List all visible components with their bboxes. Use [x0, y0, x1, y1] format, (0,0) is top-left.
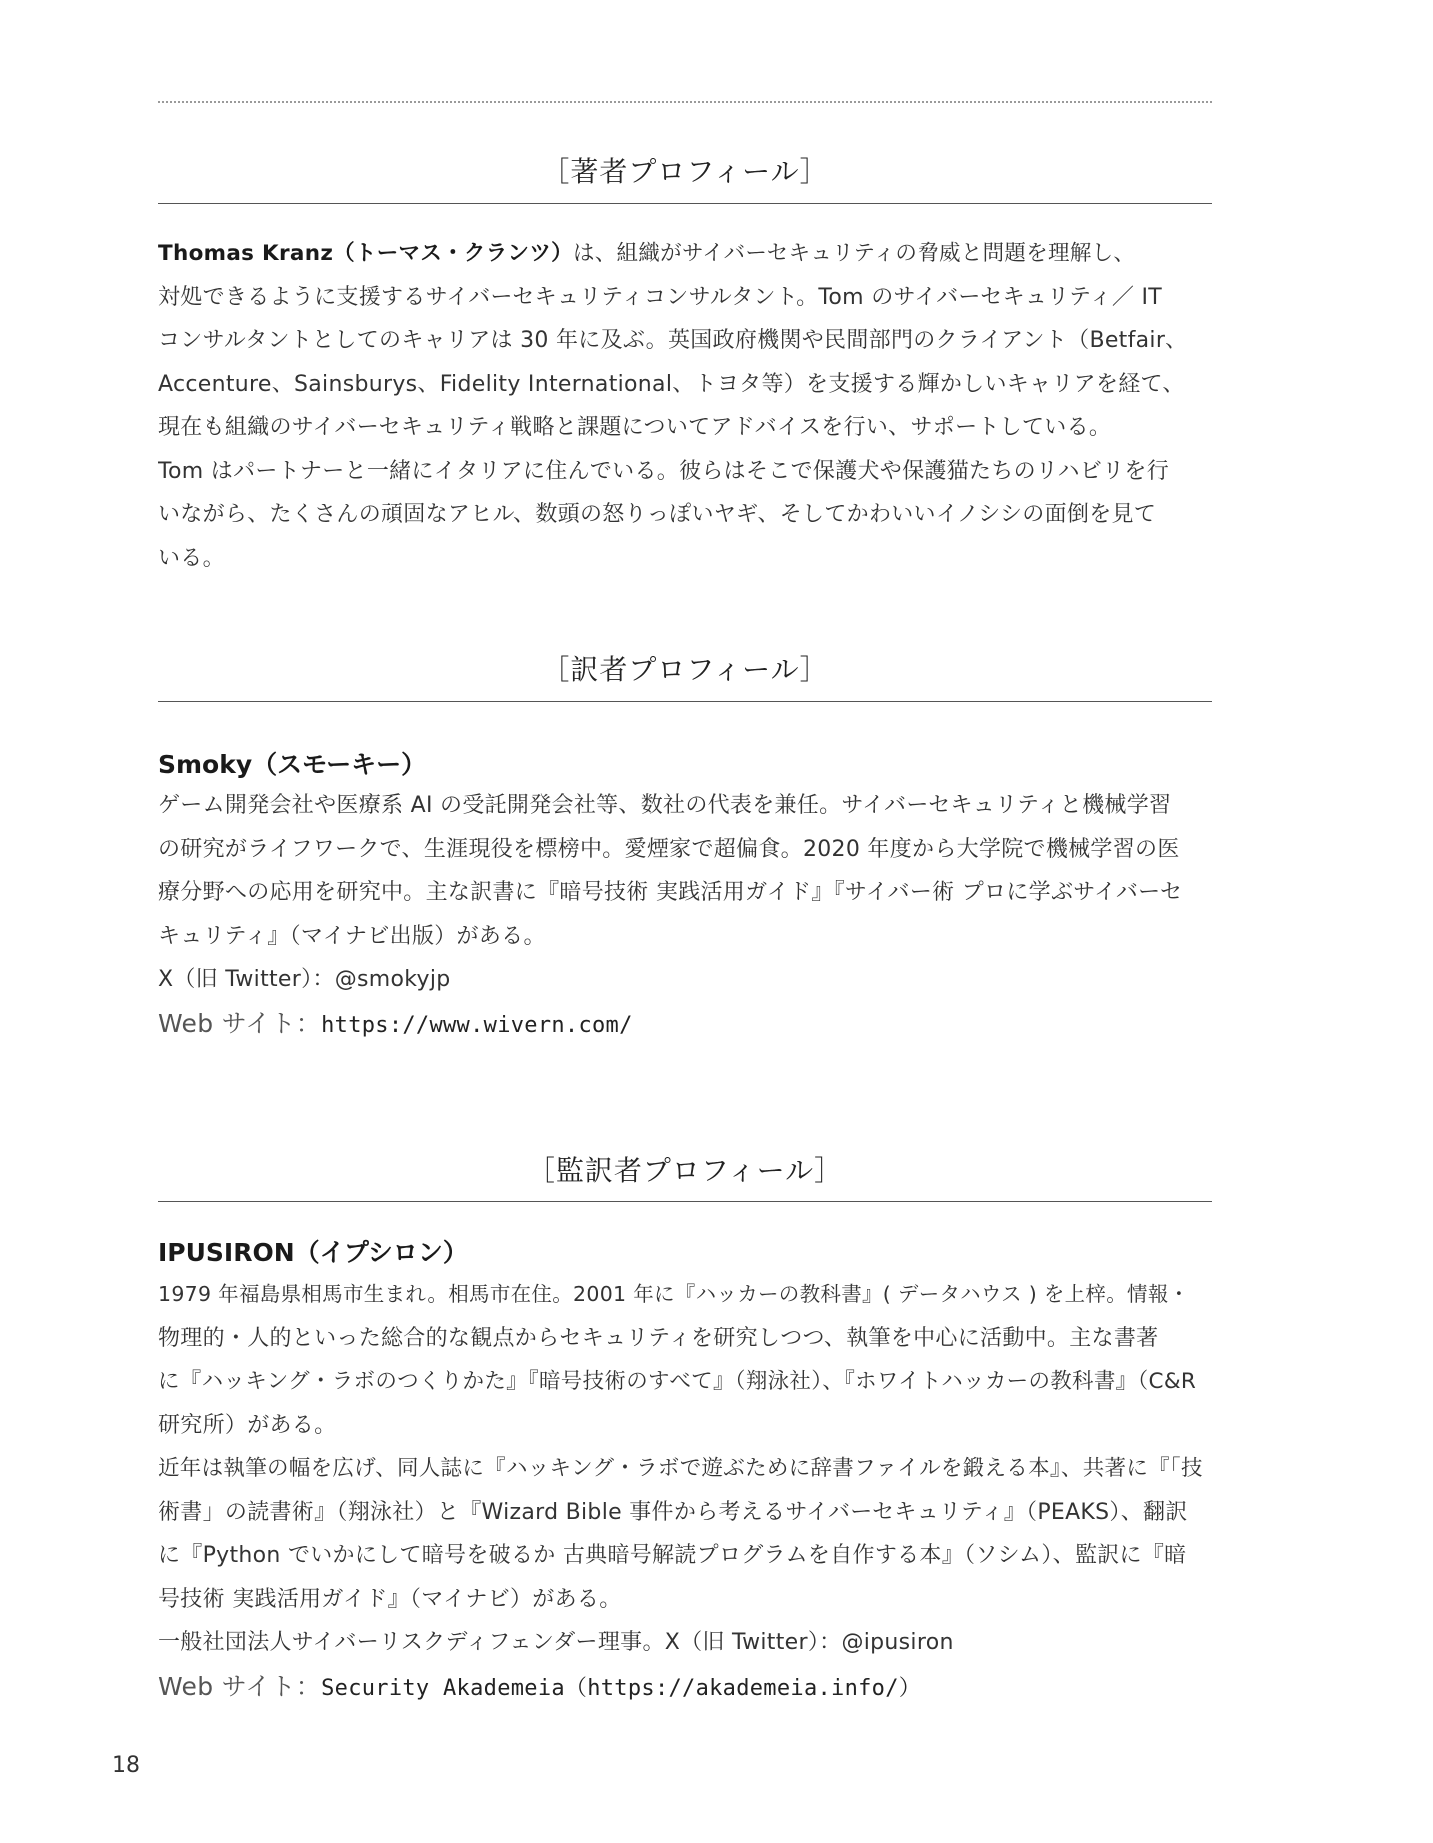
supervisor-website-url[interactable]: Security Akademeia（https://akademeia.info/） [321, 1675, 922, 1701]
supervisor-bio-line-2: 物理的・人的といった総合的な観点からセキュリティを研究しつつ、執筆を中心に活動中。主な書著 [158, 1325, 1159, 1351]
translator-bio-line-4: キュリティ』（マイナビ出版）がある。 [158, 923, 546, 949]
translator-x-account: X（旧 Twitter）：@smokyjp [158, 967, 451, 992]
translator-heading-rule [158, 701, 1212, 702]
translator-bio [158, 784, 1212, 1048]
translator-website [158, 1002, 1212, 1048]
supervisor-bio [158, 1273, 1212, 1711]
supervisor-bio-line-4: 研究所）がある。 [158, 1412, 337, 1438]
translator-bio-line-1: ゲーム開発会社や医療系 AI の受託開発会社等、数社の代表を兼任。サイバーセキュリティと機械学習 [158, 793, 1172, 818]
translator-website-url[interactable]: https://www.wivern.com/ [321, 1012, 633, 1038]
page-number: 18 [112, 1753, 140, 1778]
supervisor-bio-line-5: 近年は執筆の幅を広げ、同人誌に『ハッキング・ラボで遊ぶために辞書ファイルを鍛える本』、共著に『「技 [158, 1456, 1203, 1481]
translator-profile-heading: ［訳者プロフィール］ [541, 653, 829, 686]
author-bio-line-2: 対処できるように支援するサイバーセキュリティコンサルタント。Tom のサイバーセキュリティ／ IT [158, 284, 1163, 310]
author-bio-line-1: Thomas Kranz（トーマス・クランツ）は、組織がサイバーセキュリティの脅威と問題を理解し、 [158, 241, 1136, 266]
supervisor-website-label: Web サイト： [158, 1671, 322, 1701]
supervisor-heading-rule [158, 1201, 1212, 1202]
author-bio-line-3: コンサルタントとしてのキャリアは 30 年に及ぶ。英国政府機関や民間部門のクライアント（Betfair、 [158, 328, 1188, 353]
supervisor-bio-line-7: に『Python でいかにして暗号を破るか 古典暗号解読プログラムを自作する本』（ソシム）、監訳に『暗 [158, 1543, 1187, 1568]
top-dotted-divider [158, 101, 1212, 103]
translator-name: Smoky（スモーキー） [158, 750, 427, 779]
author-heading-rule [158, 203, 1212, 204]
supervisor-bio-line-8: 号技術 実践活用ガイド』（マイナビ）がある。 [158, 1586, 622, 1612]
author-bio [158, 232, 1212, 580]
author-bio-line-6: Tom はパートナーと一緒にイタリアに住んでいる。彼らはそこで保護犬や保護猫たちのリハビリを行 [158, 458, 1170, 484]
author-bio-line-5: 現在も組織のサイバーセキュリティ戦略と課題についてアドバイスを行い、サポートしている。 [158, 415, 1112, 440]
supervisor-bio-line-6: 術書」の読書術』（翔泳社）と『Wizard Bible 事件から考えるサイバーセキュリティ』（PEAKS）、翻訳 [158, 1499, 1188, 1525]
supervisor-bio-line-3: に『ハッキング・ラボのつくりかた』『暗号技術のすべて』（翔泳社）、『ホワイトハッカーの教科書』（C&R [158, 1369, 1197, 1394]
author-bio-line-4: Accenture、Sainsburys、Fidelity International、トヨタ等）を支援する輝かしいキャリアを経て、 [158, 371, 1185, 397]
author-bio-line-7: いながら、たくさんの頑固なアヒル、数頭の怒りっぽいヤギ、そしてかわいいイノシシの面倒を見て [158, 502, 1157, 527]
supervisor-bio-line-1: 1979 年福島県相馬市生まれ。相馬市在住。2001 年に『ハッカーの教科書』( データハウス ) を上梓。情報・ [158, 1282, 1190, 1306]
supervisor-bio-line-9: 一般社団法人サイバーリスクディフェンダー理事。X（旧 Twitter）：@ipusiron [158, 1630, 954, 1655]
translator-bio-line-2: の研究がライフワークで、生涯現役を標榜中。愛煙家で超偏食。2020 年度から大学院で機械学習の医 [158, 836, 1180, 862]
supervisor-profile-heading: ［監訳者プロフィール］ [526, 1154, 844, 1187]
supervisor-website [158, 1665, 1212, 1711]
author-profile-heading: ［著者プロフィール］ [541, 155, 829, 188]
author-name: Thomas Kranz（トーマス・クランツ） [158, 241, 573, 266]
author-bio-line-8: いる。 [158, 545, 225, 571]
translator-website-label: Web サイト： [158, 1008, 322, 1038]
supervisor-name: IPUSIRON（イプシロン） [158, 1238, 468, 1267]
translator-bio-line-3: 療分野への応用を研究中。主な訳書に『暗号技術 実践活用ガイド』『サイバー術 プロに学ぶサイバーセ [158, 880, 1183, 905]
